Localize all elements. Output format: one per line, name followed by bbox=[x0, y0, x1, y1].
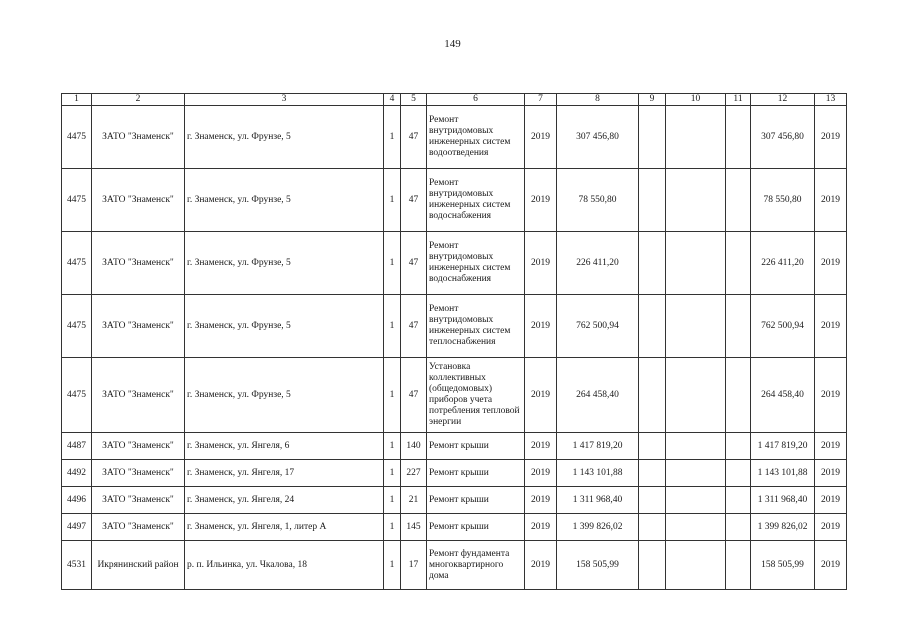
cell-municipality: ЗАТО "Знаменск" bbox=[92, 358, 185, 433]
cell-col13: 2019 bbox=[815, 232, 847, 295]
cell-id: 4496 bbox=[62, 487, 92, 514]
cell-col13: 2019 bbox=[815, 514, 847, 541]
column-header: 4 bbox=[384, 94, 401, 106]
header-row bbox=[62, 94, 847, 106]
column-header: 11 bbox=[726, 94, 751, 106]
cell-address: г. Знаменск, ул. Янгеля, 1, литер А bbox=[185, 514, 384, 541]
cell-work-type: Ремонт крыши bbox=[427, 460, 525, 487]
cell-col12: 1 143 101,88 bbox=[751, 460, 815, 487]
cell-col9 bbox=[639, 358, 666, 433]
cell-year: 2019 bbox=[525, 169, 557, 232]
cell-col11 bbox=[726, 460, 751, 487]
cell-id: 4475 bbox=[62, 358, 92, 433]
cell-total-cost: 226 411,20 bbox=[557, 232, 639, 295]
cell-col10 bbox=[666, 433, 726, 460]
column-header: 12 bbox=[751, 94, 815, 106]
column-header: 8 bbox=[557, 94, 639, 106]
cell-col4: 1 bbox=[384, 460, 401, 487]
cell-id: 4531 bbox=[62, 541, 92, 590]
cell-year: 2019 bbox=[525, 460, 557, 487]
cell-id: 4487 bbox=[62, 433, 92, 460]
cell-col4: 1 bbox=[384, 358, 401, 433]
cell-col5: 227 bbox=[401, 460, 427, 487]
cell-col4: 1 bbox=[384, 433, 401, 460]
cell-work-type: Ремонт внутридомовых инженерных систем водоснабжения bbox=[427, 232, 525, 295]
cell-col10 bbox=[666, 541, 726, 590]
column-header: 6 bbox=[427, 94, 525, 106]
cell-col5: 47 bbox=[401, 232, 427, 295]
cell-col10 bbox=[666, 295, 726, 358]
cell-work-type: Ремонт внутридомовых инженерных систем водоснабжения bbox=[427, 169, 525, 232]
cell-col5: 47 bbox=[401, 169, 427, 232]
cell-address: г. Знаменск, ул. Янгеля, 6 bbox=[185, 433, 384, 460]
cell-total-cost: 307 456,80 bbox=[557, 106, 639, 169]
cell-total-cost: 1 311 968,40 bbox=[557, 487, 639, 514]
cell-col4: 1 bbox=[384, 232, 401, 295]
cell-municipality: ЗАТО "Знаменск" bbox=[92, 106, 185, 169]
cell-col10 bbox=[666, 487, 726, 514]
cell-col13: 2019 bbox=[815, 106, 847, 169]
cell-col11 bbox=[726, 295, 751, 358]
cell-col11 bbox=[726, 106, 751, 169]
cell-col11 bbox=[726, 541, 751, 590]
cell-year: 2019 bbox=[525, 358, 557, 433]
cell-address: г. Знаменск, ул. Фрунзе, 5 bbox=[185, 358, 384, 433]
cell-col13: 2019 bbox=[815, 541, 847, 590]
table-row bbox=[62, 106, 847, 169]
cell-col9 bbox=[639, 295, 666, 358]
cell-col12: 307 456,80 bbox=[751, 106, 815, 169]
cell-id: 4475 bbox=[62, 295, 92, 358]
column-header: 7 bbox=[525, 94, 557, 106]
cell-col5: 17 bbox=[401, 541, 427, 590]
cell-work-type: Ремонт фундамента многоквартирного дома bbox=[427, 541, 525, 590]
cell-col13: 2019 bbox=[815, 433, 847, 460]
cell-id: 4497 bbox=[62, 514, 92, 541]
cell-municipality: ЗАТО "Знаменск" bbox=[92, 295, 185, 358]
cell-year: 2019 bbox=[525, 487, 557, 514]
table-row bbox=[62, 358, 847, 433]
cell-col12: 78 550,80 bbox=[751, 169, 815, 232]
cell-col9 bbox=[639, 460, 666, 487]
cell-col5: 47 bbox=[401, 358, 427, 433]
cell-col12: 158 505,99 bbox=[751, 541, 815, 590]
cell-id: 4475 bbox=[62, 169, 92, 232]
cell-col9 bbox=[639, 232, 666, 295]
column-header: 2 bbox=[92, 94, 185, 106]
cell-work-type: Ремонт внутридомовых инженерных систем теплоснабжения bbox=[427, 295, 525, 358]
cell-address: р. п. Ильинка, ул. Чкалова, 18 bbox=[185, 541, 384, 590]
cell-col11 bbox=[726, 169, 751, 232]
column-header: 5 bbox=[401, 94, 427, 106]
cell-municipality: ЗАТО "Знаменск" bbox=[92, 433, 185, 460]
cell-municipality: ЗАТО "Знаменск" bbox=[92, 169, 185, 232]
cell-col9 bbox=[639, 541, 666, 590]
cell-col12: 226 411,20 bbox=[751, 232, 815, 295]
cell-col11 bbox=[726, 433, 751, 460]
cell-total-cost: 762 500,94 bbox=[557, 295, 639, 358]
cell-col12: 264 458,40 bbox=[751, 358, 815, 433]
cell-col4: 1 bbox=[384, 169, 401, 232]
cell-col4: 1 bbox=[384, 487, 401, 514]
cell-address: г. Знаменск, ул. Янгеля, 17 bbox=[185, 460, 384, 487]
cell-col4: 1 bbox=[384, 106, 401, 169]
cell-work-type: Ремонт крыши bbox=[427, 514, 525, 541]
cell-col4: 1 bbox=[384, 541, 401, 590]
cell-municipality: ЗАТО "Знаменск" bbox=[92, 514, 185, 541]
cell-total-cost: 1 143 101,88 bbox=[557, 460, 639, 487]
table-row bbox=[62, 433, 847, 460]
cell-id: 4475 bbox=[62, 106, 92, 169]
cell-col4: 1 bbox=[384, 514, 401, 541]
cell-col9 bbox=[639, 106, 666, 169]
cell-col13: 2019 bbox=[815, 169, 847, 232]
cell-col9 bbox=[639, 487, 666, 514]
column-header: 13 bbox=[815, 94, 847, 106]
cell-address: г. Знаменск, ул. Фрунзе, 5 bbox=[185, 295, 384, 358]
cell-year: 2019 bbox=[525, 232, 557, 295]
cell-col13: 2019 bbox=[815, 460, 847, 487]
cell-total-cost: 1 417 819,20 bbox=[557, 433, 639, 460]
cell-col13: 2019 bbox=[815, 358, 847, 433]
cell-total-cost: 1 399 826,02 bbox=[557, 514, 639, 541]
cell-address: г. Знаменск, ул. Фрунзе, 5 bbox=[185, 169, 384, 232]
cell-col9 bbox=[639, 169, 666, 232]
cell-col5: 140 bbox=[401, 433, 427, 460]
cell-year: 2019 bbox=[525, 541, 557, 590]
cell-work-type: Ремонт крыши bbox=[427, 487, 525, 514]
cell-col12: 1 417 819,20 bbox=[751, 433, 815, 460]
cell-total-cost: 158 505,99 bbox=[557, 541, 639, 590]
cell-col9 bbox=[639, 514, 666, 541]
table-row bbox=[62, 232, 847, 295]
cell-col4: 1 bbox=[384, 295, 401, 358]
table-row bbox=[62, 460, 847, 487]
cell-total-cost: 78 550,80 bbox=[557, 169, 639, 232]
cell-col13: 2019 bbox=[815, 295, 847, 358]
column-header: 9 bbox=[639, 94, 666, 106]
cell-municipality: ЗАТО "Знаменск" bbox=[92, 232, 185, 295]
cell-col5: 47 bbox=[401, 295, 427, 358]
column-header: 10 bbox=[666, 94, 726, 106]
cell-id: 4475 bbox=[62, 232, 92, 295]
cell-col5: 21 bbox=[401, 487, 427, 514]
cell-col5: 47 bbox=[401, 106, 427, 169]
column-header: 3 bbox=[185, 94, 384, 106]
table-row bbox=[62, 514, 847, 541]
cell-col5: 145 bbox=[401, 514, 427, 541]
cell-year: 2019 bbox=[525, 295, 557, 358]
table-row bbox=[62, 487, 847, 514]
cell-address: г. Знаменск, ул. Янгеля, 24 bbox=[185, 487, 384, 514]
cell-year: 2019 bbox=[525, 106, 557, 169]
cell-col13: 2019 bbox=[815, 487, 847, 514]
cell-col10 bbox=[666, 232, 726, 295]
cell-col9 bbox=[639, 433, 666, 460]
cell-year: 2019 bbox=[525, 514, 557, 541]
cell-work-type: Ремонт крыши bbox=[427, 433, 525, 460]
cell-municipality: Икрянинский район bbox=[92, 541, 185, 590]
cell-col10 bbox=[666, 514, 726, 541]
table-row bbox=[62, 541, 847, 590]
cell-col10 bbox=[666, 169, 726, 232]
cell-municipality: ЗАТО "Знаменск" bbox=[92, 487, 185, 514]
cell-col10 bbox=[666, 106, 726, 169]
cell-col11 bbox=[726, 487, 751, 514]
cell-address: г. Знаменск, ул. Фрунзе, 5 bbox=[185, 106, 384, 169]
registry-table bbox=[61, 93, 847, 590]
cell-col12: 1 399 826,02 bbox=[751, 514, 815, 541]
cell-id: 4492 bbox=[62, 460, 92, 487]
cell-col11 bbox=[726, 514, 751, 541]
cell-col10 bbox=[666, 460, 726, 487]
cell-col12: 1 311 968,40 bbox=[751, 487, 815, 514]
cell-address: г. Знаменск, ул. Фрунзе, 5 bbox=[185, 232, 384, 295]
cell-col12: 762 500,94 bbox=[751, 295, 815, 358]
page-number: 149 bbox=[444, 38, 461, 50]
cell-col11 bbox=[726, 358, 751, 433]
cell-col11 bbox=[726, 232, 751, 295]
cell-col10 bbox=[666, 358, 726, 433]
table-row bbox=[62, 169, 847, 232]
cell-municipality: ЗАТО "Знаменск" bbox=[92, 460, 185, 487]
cell-total-cost: 264 458,40 bbox=[557, 358, 639, 433]
column-header: 1 bbox=[62, 94, 92, 106]
cell-year: 2019 bbox=[525, 433, 557, 460]
cell-work-type: Установка коллективных (общедомовых) приборов учета потребления тепловой энергии bbox=[427, 358, 525, 433]
cell-work-type: Ремонт внутридомовых инженерных систем водоотведения bbox=[427, 106, 525, 169]
table-row bbox=[62, 295, 847, 358]
